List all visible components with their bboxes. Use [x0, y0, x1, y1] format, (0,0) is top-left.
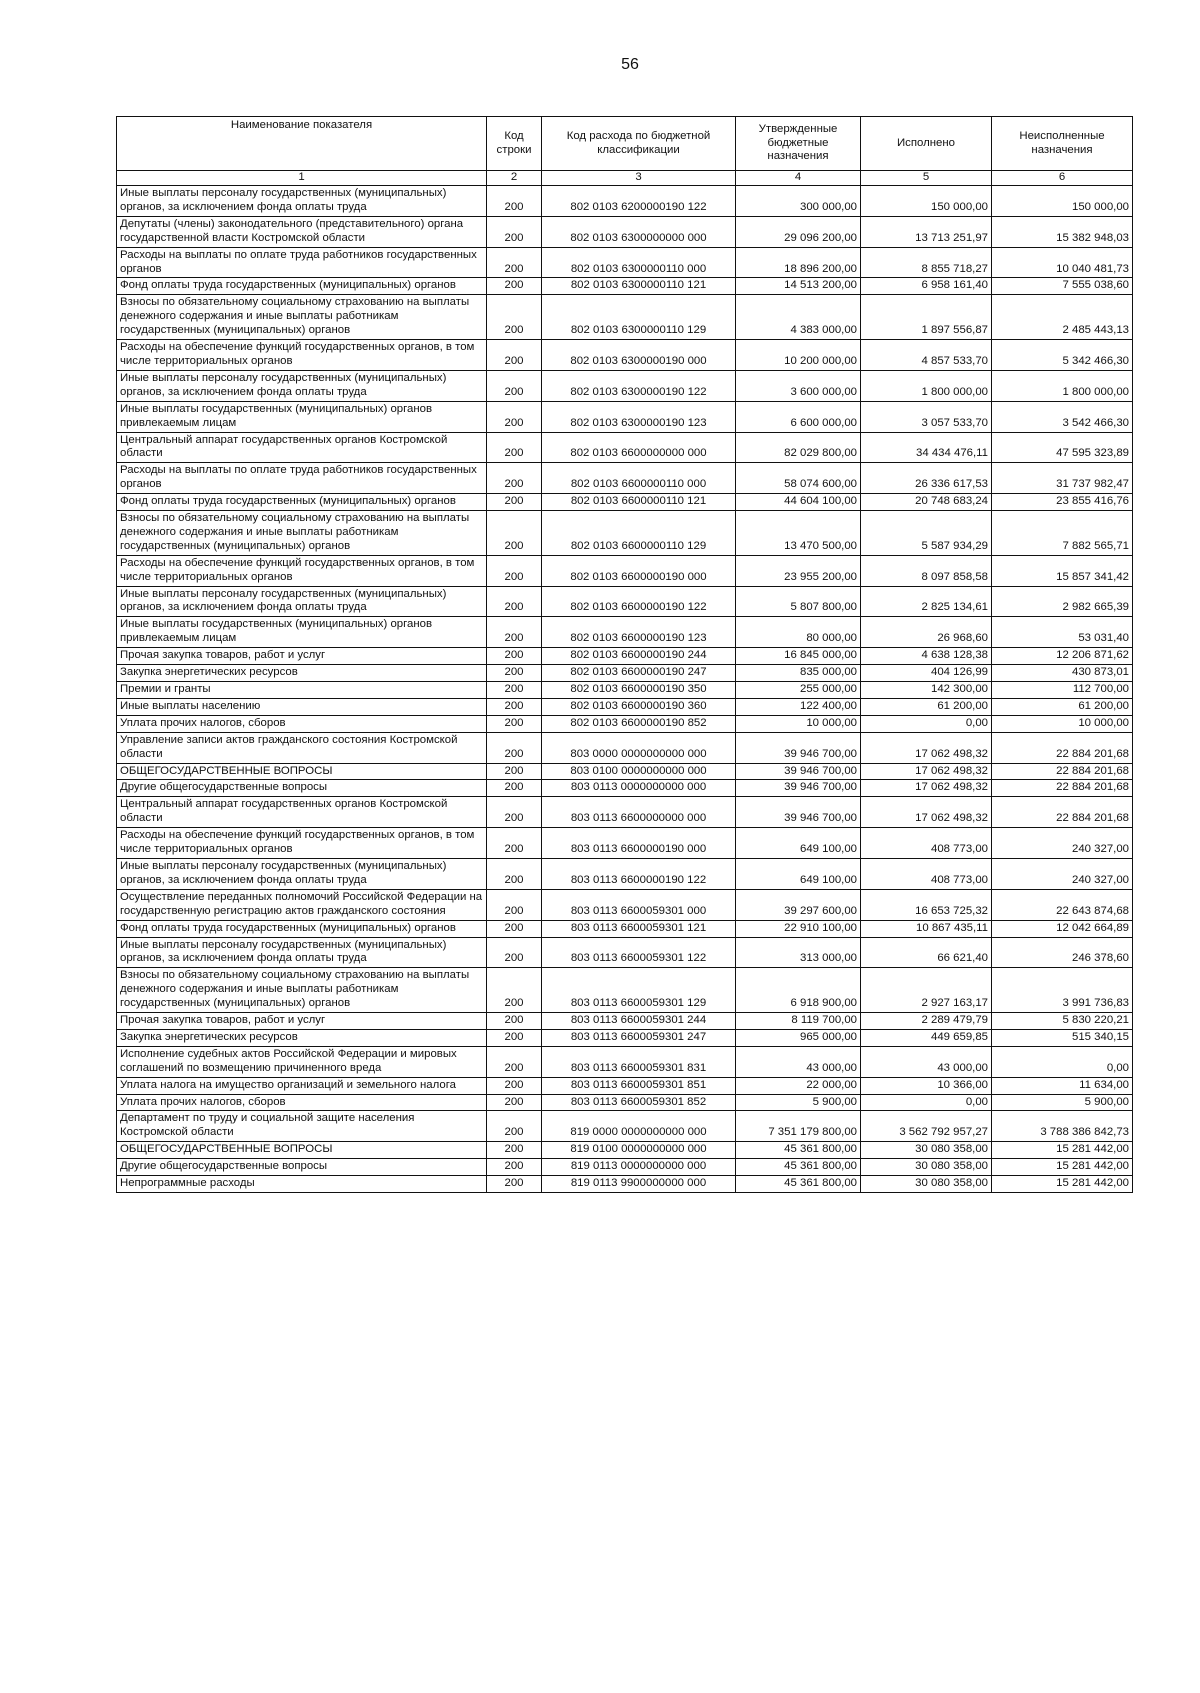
- row-unexecuted: 22 643 874,68: [992, 889, 1133, 920]
- row-unexecuted: 22 884 201,68: [992, 797, 1133, 828]
- row-approved: 29 096 200,00: [736, 216, 861, 247]
- row-unexecuted: 22 884 201,68: [992, 732, 1133, 763]
- row-code: 200: [487, 586, 542, 617]
- row-name: Прочая закупка товаров, работ и услуг: [117, 648, 487, 665]
- row-unexecuted: 61 200,00: [992, 698, 1133, 715]
- row-executed: 16 653 725,32: [861, 889, 992, 920]
- table-body: [117, 186, 1133, 1193]
- row-classification: 802 0103 6600000190 000: [542, 555, 736, 586]
- row-unexecuted: 246 378,60: [992, 937, 1133, 968]
- row-executed: 408 773,00: [861, 828, 992, 859]
- row-classification: 802 0103 6300000190 122: [542, 370, 736, 401]
- row-code: 200: [487, 494, 542, 511]
- table-row: [117, 732, 1133, 763]
- page-number: 56: [621, 56, 639, 73]
- row-unexecuted: 7 882 565,71: [992, 511, 1133, 556]
- row-classification: 803 0113 6600059301 121: [542, 920, 736, 937]
- table-row: [117, 617, 1133, 648]
- table-row: [117, 937, 1133, 968]
- table-row: [117, 780, 1133, 797]
- row-approved: 58 074 600,00: [736, 463, 861, 494]
- row-name: Иные выплаты населению: [117, 698, 487, 715]
- row-approved: 10 200 000,00: [736, 340, 861, 371]
- row-unexecuted: 22 884 201,68: [992, 763, 1133, 780]
- row-executed: 26 336 617,53: [861, 463, 992, 494]
- row-classification: 803 0113 6600059301 244: [542, 1013, 736, 1030]
- row-classification: 802 0103 6600000110 121: [542, 494, 736, 511]
- row-classification: 803 0113 0000000000 000: [542, 780, 736, 797]
- row-code: 200: [487, 278, 542, 295]
- row-unexecuted: 7 555 038,60: [992, 278, 1133, 295]
- row-executed: 43 000,00: [861, 1046, 992, 1077]
- row-approved: 255 000,00: [736, 682, 861, 699]
- row-code: 200: [487, 1077, 542, 1094]
- row-code: 200: [487, 247, 542, 278]
- row-classification: 802 0103 6600000190 350: [542, 682, 736, 699]
- row-approved: 39 297 600,00: [736, 889, 861, 920]
- table-row: [117, 278, 1133, 295]
- row-classification: 803 0113 6600000000 000: [542, 797, 736, 828]
- row-code: 200: [487, 370, 542, 401]
- row-classification: 802 0103 6300000110 121: [542, 278, 736, 295]
- row-code: 200: [487, 463, 542, 494]
- table-row: [117, 648, 1133, 665]
- table-row: [117, 858, 1133, 889]
- row-executed: 34 434 476,11: [861, 432, 992, 463]
- row-approved: 300 000,00: [736, 186, 861, 217]
- column-number-row: [117, 171, 1133, 186]
- row-executed: 2 927 163,17: [861, 968, 992, 1013]
- header-classification-code: Код расхода по бюджетной классификации: [542, 117, 736, 171]
- row-unexecuted: 2 982 665,39: [992, 586, 1133, 617]
- row-approved: 835 000,00: [736, 665, 861, 682]
- column-number: 3: [542, 171, 736, 186]
- row-name: Другие общегосударственные вопросы: [117, 1159, 487, 1176]
- row-classification: 802 0103 6600000190 244: [542, 648, 736, 665]
- row-code: 200: [487, 1142, 542, 1159]
- row-name: ОБЩЕГОСУДАРСТВЕННЫЕ ВОПРОСЫ: [117, 763, 487, 780]
- row-executed: 6 958 161,40: [861, 278, 992, 295]
- row-approved: 82 029 800,00: [736, 432, 861, 463]
- row-name: ОБЩЕГОСУДАРСТВЕННЫЕ ВОПРОСЫ: [117, 1142, 487, 1159]
- row-approved: 313 000,00: [736, 937, 861, 968]
- row-code: 200: [487, 797, 542, 828]
- table-row: [117, 1111, 1133, 1142]
- row-classification: 802 0103 6600000190 360: [542, 698, 736, 715]
- table-row: [117, 920, 1133, 937]
- row-approved: 122 400,00: [736, 698, 861, 715]
- row-approved: 39 946 700,00: [736, 780, 861, 797]
- table-row: [117, 1094, 1133, 1111]
- table-row: [117, 698, 1133, 715]
- header-approved: Утвержденные бюджетные назначения: [736, 117, 861, 171]
- row-classification: 803 0113 6600059301 247: [542, 1029, 736, 1046]
- row-approved: 43 000,00: [736, 1046, 861, 1077]
- row-name: Департамент по труду и социальной защите населения Костромской области: [117, 1111, 487, 1142]
- row-name: Закупка энергетических ресурсов: [117, 665, 487, 682]
- row-classification: 802 0103 6600000110 129: [542, 511, 736, 556]
- row-executed: 8 097 858,58: [861, 555, 992, 586]
- row-name: Расходы на выплаты по оплате труда работников государственных органов: [117, 463, 487, 494]
- table-row: [117, 1077, 1133, 1094]
- table-row: [117, 1142, 1133, 1159]
- row-classification: 802 0103 6600000110 000: [542, 463, 736, 494]
- row-approved: 7 351 179 800,00: [736, 1111, 861, 1142]
- row-executed: 8 855 718,27: [861, 247, 992, 278]
- row-classification: 802 0103 6200000190 122: [542, 186, 736, 217]
- row-approved: 6 600 000,00: [736, 401, 861, 432]
- row-name: Уплата налога на имущество организаций и земельного налога: [117, 1077, 487, 1094]
- column-number: 5: [861, 171, 992, 186]
- row-name: Иные выплаты персоналу государственных (муниципальных) органов, за исключением фонда оплаты труда: [117, 937, 487, 968]
- table-row: [117, 555, 1133, 586]
- header-row: [117, 117, 1133, 171]
- table-row: [117, 797, 1133, 828]
- row-code: 200: [487, 698, 542, 715]
- row-code: 200: [487, 511, 542, 556]
- table-row: [117, 432, 1133, 463]
- row-unexecuted: 15 382 948,03: [992, 216, 1133, 247]
- row-approved: 5 807 800,00: [736, 586, 861, 617]
- header-row-code: Код строки: [487, 117, 542, 171]
- row-approved: 22 910 100,00: [736, 920, 861, 937]
- header-executed: Исполнено: [861, 117, 992, 171]
- row-executed: 10 366,00: [861, 1077, 992, 1094]
- row-executed: 26 968,60: [861, 617, 992, 648]
- row-code: 200: [487, 889, 542, 920]
- row-code: 200: [487, 937, 542, 968]
- row-name: Премии и гранты: [117, 682, 487, 699]
- row-code: 200: [487, 648, 542, 665]
- row-approved: 45 361 800,00: [736, 1142, 861, 1159]
- row-classification: 803 0113 6600059301 831: [542, 1046, 736, 1077]
- row-approved: 13 470 500,00: [736, 511, 861, 556]
- table-row: [117, 295, 1133, 340]
- row-code: 200: [487, 682, 542, 699]
- row-unexecuted: 0,00: [992, 1046, 1133, 1077]
- table-row: [117, 494, 1133, 511]
- row-executed: 30 080 358,00: [861, 1176, 992, 1193]
- table-row: [117, 1029, 1133, 1046]
- row-approved: 5 900,00: [736, 1094, 861, 1111]
- row-executed: 2 289 479,79: [861, 1013, 992, 1030]
- row-approved: 16 845 000,00: [736, 648, 861, 665]
- row-name: Фонд оплаты труда государственных (муниципальных) органов: [117, 278, 487, 295]
- row-approved: 649 100,00: [736, 828, 861, 859]
- row-unexecuted: 3 788 386 842,73: [992, 1111, 1133, 1142]
- row-executed: 20 748 683,24: [861, 494, 992, 511]
- row-executed: 17 062 498,32: [861, 780, 992, 797]
- row-classification: 803 0113 6600059301 852: [542, 1094, 736, 1111]
- row-code: 200: [487, 920, 542, 937]
- table-row: [117, 889, 1133, 920]
- table-row: [117, 586, 1133, 617]
- table-row: [117, 665, 1133, 682]
- row-name: Иные выплаты персоналу государственных (муниципальных) органов, за исключением фонда оплаты труда: [117, 186, 487, 217]
- row-unexecuted: 47 595 323,89: [992, 432, 1133, 463]
- column-number: 2: [487, 171, 542, 186]
- row-classification: 802 0103 6300000190 123: [542, 401, 736, 432]
- table-row: [117, 511, 1133, 556]
- row-code: 200: [487, 401, 542, 432]
- table-row: [117, 1013, 1133, 1030]
- row-name: Прочая закупка товаров, работ и услуг: [117, 1013, 487, 1030]
- row-approved: 80 000,00: [736, 617, 861, 648]
- row-unexecuted: 1 800 000,00: [992, 370, 1133, 401]
- row-name: Расходы на выплаты по оплате труда работников государственных органов: [117, 247, 487, 278]
- header-indicator-name: Наименование показателя: [117, 117, 487, 171]
- row-unexecuted: 15 857 341,42: [992, 555, 1133, 586]
- row-approved: 23 955 200,00: [736, 555, 861, 586]
- row-unexecuted: 112 700,00: [992, 682, 1133, 699]
- column-number: 4: [736, 171, 861, 186]
- row-name: Взносы по обязательному социальному страхованию на выплаты денежного содержания и иные выплаты работникам государственных (муниципальных) органов: [117, 968, 487, 1013]
- table-row: [117, 682, 1133, 699]
- row-code: 200: [487, 780, 542, 797]
- row-code: 200: [487, 1046, 542, 1077]
- row-approved: 8 119 700,00: [736, 1013, 861, 1030]
- header-unexecuted: Неисполненные назначения: [992, 117, 1133, 171]
- row-name: Непрограммные расходы: [117, 1176, 487, 1193]
- row-name: Расходы на обеспечение функций государственных органов, в том числе территориальных органов: [117, 555, 487, 586]
- row-name: Иные выплаты государственных (муниципальных) органов привлекаемым лицам: [117, 617, 487, 648]
- row-classification: 819 0000 0000000000 000: [542, 1111, 736, 1142]
- row-executed: 30 080 358,00: [861, 1159, 992, 1176]
- row-classification: 803 0100 0000000000 000: [542, 763, 736, 780]
- row-executed: 13 713 251,97: [861, 216, 992, 247]
- row-code: 200: [487, 216, 542, 247]
- row-code: 200: [487, 1176, 542, 1193]
- row-name: Взносы по обязательному социальному страхованию на выплаты денежного содержания и иные выплаты работникам государственных (муниципальных) органов: [117, 511, 487, 556]
- row-unexecuted: 12 206 871,62: [992, 648, 1133, 665]
- row-name: Фонд оплаты труда государственных (муниципальных) органов: [117, 494, 487, 511]
- row-executed: 408 773,00: [861, 858, 992, 889]
- row-unexecuted: 31 737 982,47: [992, 463, 1133, 494]
- table-row: [117, 1176, 1133, 1193]
- row-unexecuted: 22 884 201,68: [992, 780, 1133, 797]
- row-approved: 10 000,00: [736, 715, 861, 732]
- row-code: 200: [487, 1111, 542, 1142]
- row-name: Иные выплаты персоналу государственных (муниципальных) органов, за исключением фонда оплаты труда: [117, 586, 487, 617]
- row-unexecuted: 2 485 443,13: [992, 295, 1133, 340]
- row-classification: 802 0103 6300000000 000: [542, 216, 736, 247]
- row-code: 200: [487, 665, 542, 682]
- row-code: 200: [487, 1013, 542, 1030]
- row-executed: 4 638 128,38: [861, 648, 992, 665]
- row-approved: 649 100,00: [736, 858, 861, 889]
- table-row: [117, 1159, 1133, 1176]
- row-unexecuted: 150 000,00: [992, 186, 1133, 217]
- row-unexecuted: 10 040 481,73: [992, 247, 1133, 278]
- row-code: 200: [487, 617, 542, 648]
- row-classification: 802 0103 6300000190 000: [542, 340, 736, 371]
- row-classification: 802 0103 6600000190 852: [542, 715, 736, 732]
- row-approved: 965 000,00: [736, 1029, 861, 1046]
- row-classification: 802 0103 6300000110 000: [542, 247, 736, 278]
- row-unexecuted: 430 873,01: [992, 665, 1133, 682]
- table-row: [117, 1046, 1133, 1077]
- table-row: [117, 340, 1133, 371]
- row-name: Взносы по обязательному социальному страхованию на выплаты денежного содержания и иные выплаты работникам государственных (муниципальных) органов: [117, 295, 487, 340]
- row-executed: 5 587 934,29: [861, 511, 992, 556]
- row-code: 200: [487, 1159, 542, 1176]
- column-number: 6: [992, 171, 1133, 186]
- row-code: 200: [487, 340, 542, 371]
- row-unexecuted: 23 855 416,76: [992, 494, 1133, 511]
- row-executed: 0,00: [861, 715, 992, 732]
- row-unexecuted: 240 327,00: [992, 828, 1133, 859]
- row-approved: 45 361 800,00: [736, 1176, 861, 1193]
- row-unexecuted: 3 542 466,30: [992, 401, 1133, 432]
- row-executed: 2 825 134,61: [861, 586, 992, 617]
- row-code: 200: [487, 432, 542, 463]
- row-classification: 802 0103 6600000190 247: [542, 665, 736, 682]
- row-approved: 39 946 700,00: [736, 797, 861, 828]
- row-executed: 142 300,00: [861, 682, 992, 699]
- row-name: Закупка энергетических ресурсов: [117, 1029, 487, 1046]
- row-executed: 1 800 000,00: [861, 370, 992, 401]
- table-row: [117, 763, 1133, 780]
- row-unexecuted: 3 991 736,83: [992, 968, 1133, 1013]
- row-classification: 819 0100 0000000000 000: [542, 1142, 736, 1159]
- table-row: [117, 216, 1133, 247]
- table-row: [117, 247, 1133, 278]
- row-unexecuted: 5 830 220,21: [992, 1013, 1133, 1030]
- row-approved: 6 918 900,00: [736, 968, 861, 1013]
- row-approved: 39 946 700,00: [736, 763, 861, 780]
- table-row: [117, 370, 1133, 401]
- budget-execution-table: [116, 116, 1133, 1193]
- row-executed: 17 062 498,32: [861, 732, 992, 763]
- row-executed: 4 857 533,70: [861, 340, 992, 371]
- row-executed: 3 562 792 957,27: [861, 1111, 992, 1142]
- table-row: [117, 968, 1133, 1013]
- row-code: 200: [487, 1094, 542, 1111]
- row-approved: 39 946 700,00: [736, 732, 861, 763]
- row-name: Управление записи актов гражданского состояния Костромской области: [117, 732, 487, 763]
- row-code: 200: [487, 732, 542, 763]
- row-unexecuted: 15 281 442,00: [992, 1176, 1133, 1193]
- row-executed: 66 621,40: [861, 937, 992, 968]
- table-row: [117, 463, 1133, 494]
- row-approved: 4 383 000,00: [736, 295, 861, 340]
- row-code: 200: [487, 968, 542, 1013]
- row-code: 200: [487, 828, 542, 859]
- row-classification: 803 0113 6600059301 122: [542, 937, 736, 968]
- row-name: Расходы на обеспечение функций государственных органов, в том числе территориальных органов: [117, 340, 487, 371]
- row-executed: 150 000,00: [861, 186, 992, 217]
- row-name: Депутаты (члены) законодательного (представительного) органа государственной власти Костромской области: [117, 216, 487, 247]
- column-number: 1: [117, 171, 487, 186]
- row-name: Фонд оплаты труда государственных (муниципальных) органов: [117, 920, 487, 937]
- row-approved: 22 000,00: [736, 1077, 861, 1094]
- row-classification: 802 0103 6600000190 123: [542, 617, 736, 648]
- row-classification: 803 0000 0000000000 000: [542, 732, 736, 763]
- row-name: Уплата прочих налогов, сборов: [117, 1094, 487, 1111]
- row-executed: 404 126,99: [861, 665, 992, 682]
- row-approved: 44 604 100,00: [736, 494, 861, 511]
- row-executed: 10 867 435,11: [861, 920, 992, 937]
- row-code: 200: [487, 858, 542, 889]
- row-name: Иные выплаты персоналу государственных (муниципальных) органов, за исключением фонда оплаты труда: [117, 370, 487, 401]
- row-executed: 0,00: [861, 1094, 992, 1111]
- row-classification: 803 0113 6600000190 122: [542, 858, 736, 889]
- row-code: 200: [487, 555, 542, 586]
- row-executed: 30 080 358,00: [861, 1142, 992, 1159]
- row-executed: 449 659,85: [861, 1029, 992, 1046]
- row-approved: 14 513 200,00: [736, 278, 861, 295]
- row-classification: 803 0113 6600059301 851: [542, 1077, 736, 1094]
- row-unexecuted: 15 281 442,00: [992, 1142, 1133, 1159]
- row-unexecuted: 12 042 664,89: [992, 920, 1133, 937]
- row-name: Центральный аппарат государственных органов Костромской области: [117, 797, 487, 828]
- row-name: Осуществление переданных полномочий Российской Федерации на государственную регистрацию актов гражданского состояния: [117, 889, 487, 920]
- row-name: Расходы на обеспечение функций государственных органов, в том числе территориальных органов: [117, 828, 487, 859]
- row-classification: 803 0113 6600059301 129: [542, 968, 736, 1013]
- table-row: [117, 401, 1133, 432]
- row-executed: 1 897 556,87: [861, 295, 992, 340]
- row-classification: 803 0113 6600059301 000: [542, 889, 736, 920]
- row-executed: 3 057 533,70: [861, 401, 992, 432]
- row-unexecuted: 15 281 442,00: [992, 1159, 1133, 1176]
- row-unexecuted: 5 342 466,30: [992, 340, 1133, 371]
- row-unexecuted: 10 000,00: [992, 715, 1133, 732]
- row-name: Центральный аппарат государственных органов Костромской области: [117, 432, 487, 463]
- row-approved: 3 600 000,00: [736, 370, 861, 401]
- row-classification: 802 0103 6300000110 129: [542, 295, 736, 340]
- row-unexecuted: 5 900,00: [992, 1094, 1133, 1111]
- row-unexecuted: 53 031,40: [992, 617, 1133, 648]
- row-approved: 18 896 200,00: [736, 247, 861, 278]
- row-unexecuted: 11 634,00: [992, 1077, 1133, 1094]
- row-classification: 819 0113 0000000000 000: [542, 1159, 736, 1176]
- table-row: [117, 715, 1133, 732]
- row-code: 200: [487, 1029, 542, 1046]
- table-row: [117, 828, 1133, 859]
- row-executed: 17 062 498,32: [861, 763, 992, 780]
- row-name: Исполнение судебных актов Российской Федерации и мировых соглашений по возмещению причиненного вреда: [117, 1046, 487, 1077]
- row-approved: 45 361 800,00: [736, 1159, 861, 1176]
- row-name: Другие общегосударственные вопросы: [117, 780, 487, 797]
- row-code: 200: [487, 715, 542, 732]
- row-executed: 17 062 498,32: [861, 797, 992, 828]
- row-name: Иные выплаты государственных (муниципальных) органов привлекаемым лицам: [117, 401, 487, 432]
- row-classification: 802 0103 6600000000 000: [542, 432, 736, 463]
- row-code: 200: [487, 295, 542, 340]
- row-code: 200: [487, 763, 542, 780]
- table-row: [117, 186, 1133, 217]
- row-unexecuted: 515 340,15: [992, 1029, 1133, 1046]
- row-classification: 802 0103 6600000190 122: [542, 586, 736, 617]
- row-code: 200: [487, 186, 542, 217]
- row-name: Иные выплаты персоналу государственных (муниципальных) органов, за исключением фонда оплаты труда: [117, 858, 487, 889]
- row-executed: 61 200,00: [861, 698, 992, 715]
- row-unexecuted: 240 327,00: [992, 858, 1133, 889]
- row-classification: 803 0113 6600000190 000: [542, 828, 736, 859]
- row-name: Уплата прочих налогов, сборов: [117, 715, 487, 732]
- table-header: [117, 117, 1133, 186]
- row-classification: 819 0113 9900000000 000: [542, 1176, 736, 1193]
